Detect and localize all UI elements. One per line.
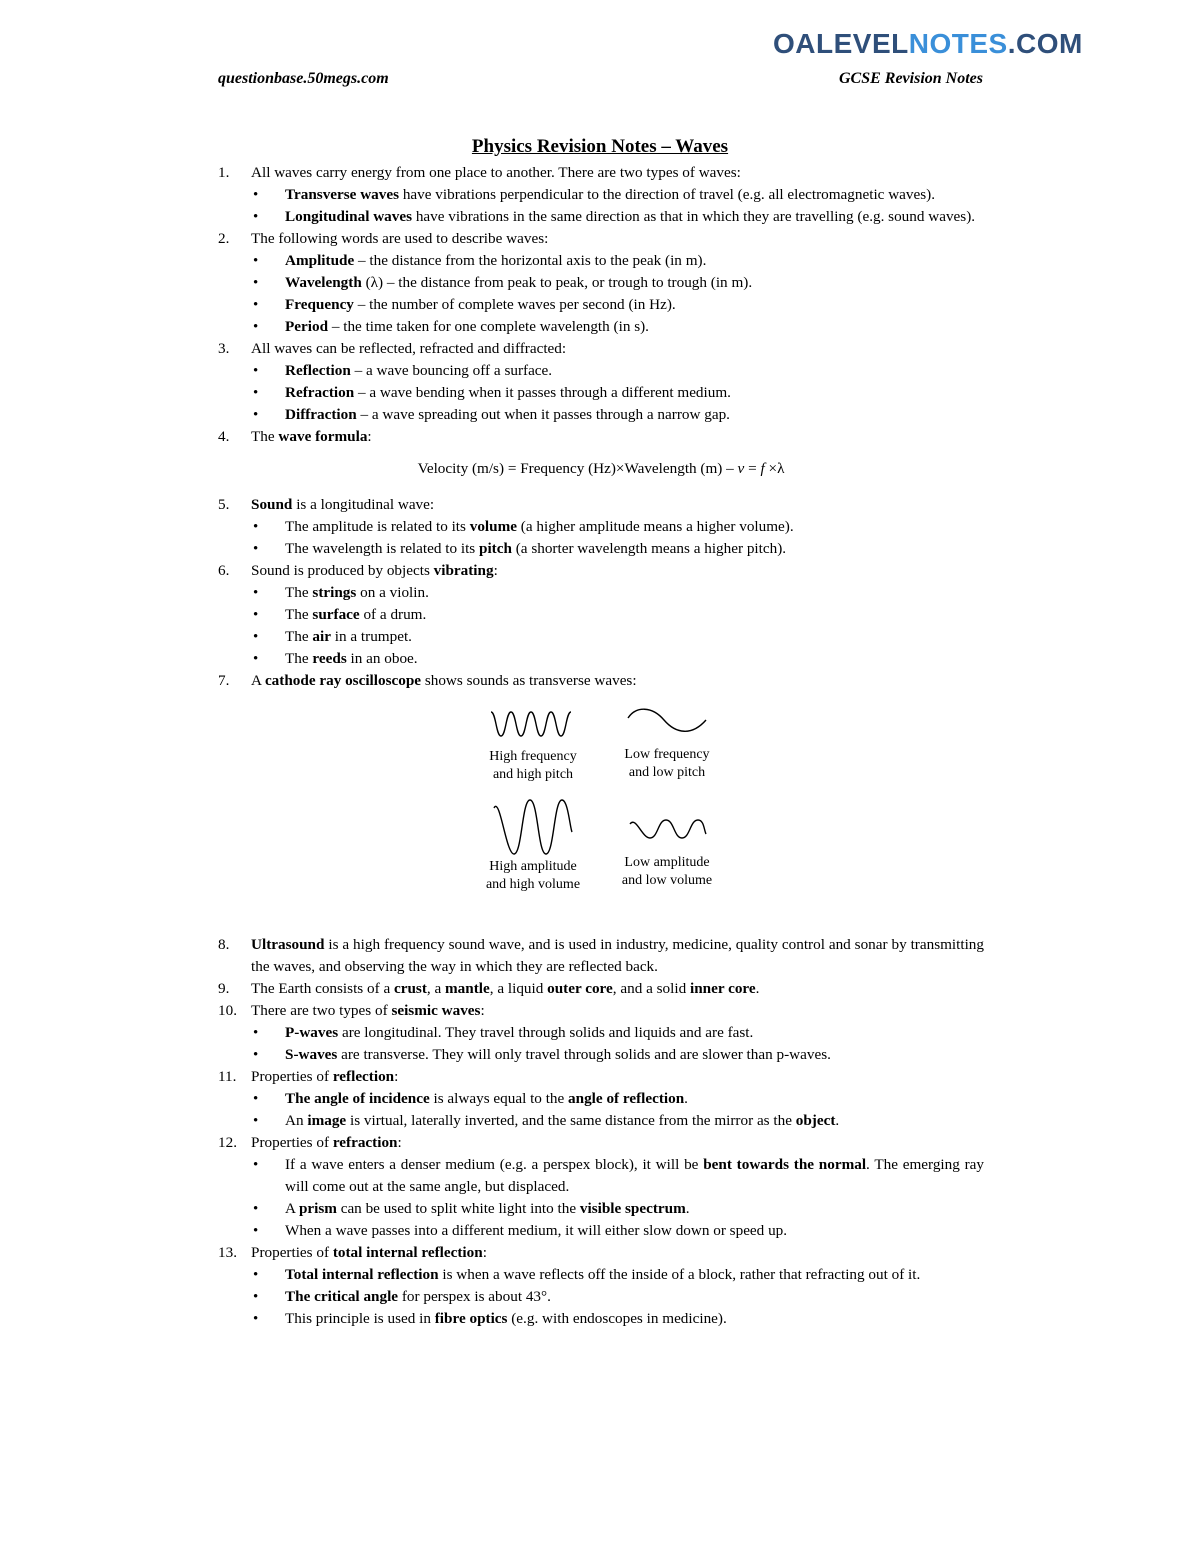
list-item: 11. Properties of reflection: • The angle of incidence is always equal to the angle of reflection. • An image is virtual, laterally inverted, and the same distance from the mirror as the object. xyxy=(218,1066,984,1132)
low-amplitude-wave-icon xyxy=(622,808,712,852)
bullet-item: • P-waves are longitudinal. They travel through solids and liquids and are fast. xyxy=(251,1022,984,1044)
low-frequency-wave-icon xyxy=(622,704,712,744)
bullet-item: • S-waves are transverse. They will only travel through solids and are slower than p-waves. xyxy=(251,1044,984,1066)
list-item: 7. A cathode ray oscilloscope shows sounds as transverse waves: xyxy=(218,672,637,689)
bullet-item: • Frequency – the number of complete waves per second (in Hz). xyxy=(251,294,984,316)
bullet-item: • Period – the time taken for one complete wavelength (in s). xyxy=(251,316,984,338)
low-amplitude-wave: Low amplitude and low volume xyxy=(607,808,727,890)
list-item: 3. All waves can be reflected, refracted and diffracted: • Reflection – a wave bouncing off a surface. • Refraction – a wave bending when it passes through a different medium. • Diffraction – a wave spreading out when it passes through a narrow gap. xyxy=(218,338,984,426)
high-amplitude-wave-icon xyxy=(488,798,578,856)
high-frequency-wave-icon xyxy=(488,704,578,746)
low-frequency-wave: Low frequency and low pitch xyxy=(607,704,727,782)
bullet-item: • Longitudinal waves have vibrations in the same direction as that in which they are travelling (e.g. sound waves). xyxy=(251,206,984,228)
bullet-item: • An image is virtual, laterally inverted, and the same distance from the mirror as the object. xyxy=(251,1110,984,1132)
bullet-item: • Transverse waves have vibrations perpendicular to the direction of travel (e.g. all electromagnetic waves). xyxy=(251,184,984,206)
header-right: GCSE Revision Notes xyxy=(838,70,983,87)
bullet-item: • The strings on a violin. xyxy=(251,582,984,604)
header-left: questionbase.50megs.com xyxy=(218,70,389,87)
notes-body xyxy=(218,162,984,1330)
bullet-item: • When a wave passes into a different medium, it will either slow down or speed up. xyxy=(251,1220,984,1242)
site-logo: OALEVELNOTES.COM xyxy=(773,28,1083,59)
bullet-item: • The critical angle for perspex is about 43°. xyxy=(251,1286,984,1308)
bullet-item: • The amplitude is related to its volume (a higher amplitude means a higher volume). xyxy=(251,516,984,538)
wave-formula: Velocity (m/s) = Frequency (Hz)×Wavelength (m) – v = f ×λ xyxy=(417,460,785,477)
list-item: 13. Properties of total internal reflection: • Total internal reflection is when a wave reflects off the inside of a block, rather that refracting out of it. • The critical angle for perspex is about 43°. • This principle is used in fibre optics (e.g. with endoscopes in medicine). xyxy=(218,1242,984,1330)
oscilloscope-diagram xyxy=(218,698,984,934)
list-item: 5. Sound is a longitudinal wave: • The amplitude is related to its volume (a higher amplitude means a higher volume). • The wavelength is related to its pitch (a shorter wavelength means a higher pitch). xyxy=(218,494,984,560)
list-item: 4. The wave formula: xyxy=(218,428,372,445)
high-amplitude-wave: High amplitude and high volume xyxy=(473,798,593,894)
list-item: 6. Sound is produced by objects vibrating: • The strings on a violin. • The surface of a drum. • The air in a trumpet. • The reeds in an oboe. xyxy=(218,560,984,670)
list-item: 8. Ultrasound is a high frequency sound wave, and is used in industry, medicine, quality control and sonar by transmitting the waves, and observing the way in which they are reflected back. xyxy=(218,936,984,975)
bullet-item: • Diffraction – a wave spreading out when it passes through a narrow gap. xyxy=(251,404,984,426)
list-item: 2. The following words are used to describe waves: • Amplitude – the distance from the horizontal axis to the peak (in m). • Wavelength (λ) – the distance from peak to peak, or trough to trough (in m). • Frequency – the number of complete waves per second (in Hz). • Period – the time taken for one complete wavelength (in s). xyxy=(218,228,984,338)
bullet-item: • The air in a trumpet. xyxy=(251,626,984,648)
bullet-item: • The angle of incidence is always equal to the angle of reflection. xyxy=(251,1088,984,1110)
bullet-item: • The surface of a drum. xyxy=(251,604,984,626)
high-frequency-wave: High frequency and high pitch xyxy=(473,704,593,784)
bullet-item: • A prism can be used to split white light into the visible spectrum. xyxy=(251,1198,984,1220)
bullet-item: • This principle is used in fibre optics (e.g. with endoscopes in medicine). xyxy=(251,1308,984,1330)
bullet-item: • If a wave enters a denser medium (e.g. a perspex block), it will be bent towards the normal. The emerging ray will come out at the same angle, but displaced. xyxy=(251,1154,984,1198)
list-item: 1. All waves carry energy from one place to another. There are two types of waves: • Transverse waves have vibrations perpendicular to the direction of travel (e.g. all electromagnetic waves). • Longitudinal waves have vibrations in the same direction as that in which they are travelling (e.g. sound waves). xyxy=(218,162,984,228)
list-item: 10. There are two types of seismic waves: • P-waves are longitudinal. They travel through solids and liquids and are fast. • S-waves are transverse. They will only travel through solids and are slower than p-waves. xyxy=(218,1000,984,1066)
bullet-item: • The reeds in an oboe. xyxy=(251,648,984,670)
bullet-item: • Wavelength (λ) – the distance from peak to peak, or trough to trough (in m). xyxy=(251,272,984,294)
page-title: Physics Revision Notes – Waves xyxy=(471,136,729,157)
list-item: 12. Properties of refraction: • If a wave enters a denser medium (e.g. a perspex block), it will be bent towards the normal. The emerging ray will come out at the same angle, but displaced. • A prism can be used to split white light into the visible spectrum. • When a wave passes into a different medium, it will either slow down or speed up. xyxy=(218,1132,984,1242)
bullet-item: • Amplitude – the distance from the horizontal axis to the peak (in m). xyxy=(251,250,984,272)
bullet-item: • Refraction – a wave bending when it passes through a different medium. xyxy=(251,382,984,404)
bullet-item: • Reflection – a wave bouncing off a surface. xyxy=(251,360,984,382)
list-item: 9. The Earth consists of a crust, a mantle, a liquid outer core, and a solid inner core. xyxy=(218,980,760,997)
bullet-item: • Total internal reflection is when a wave reflects off the inside of a block, rather that refracting out of it. xyxy=(251,1264,984,1286)
bullet-item: • The wavelength is related to its pitch (a shorter wavelength means a higher pitch). xyxy=(251,538,984,560)
